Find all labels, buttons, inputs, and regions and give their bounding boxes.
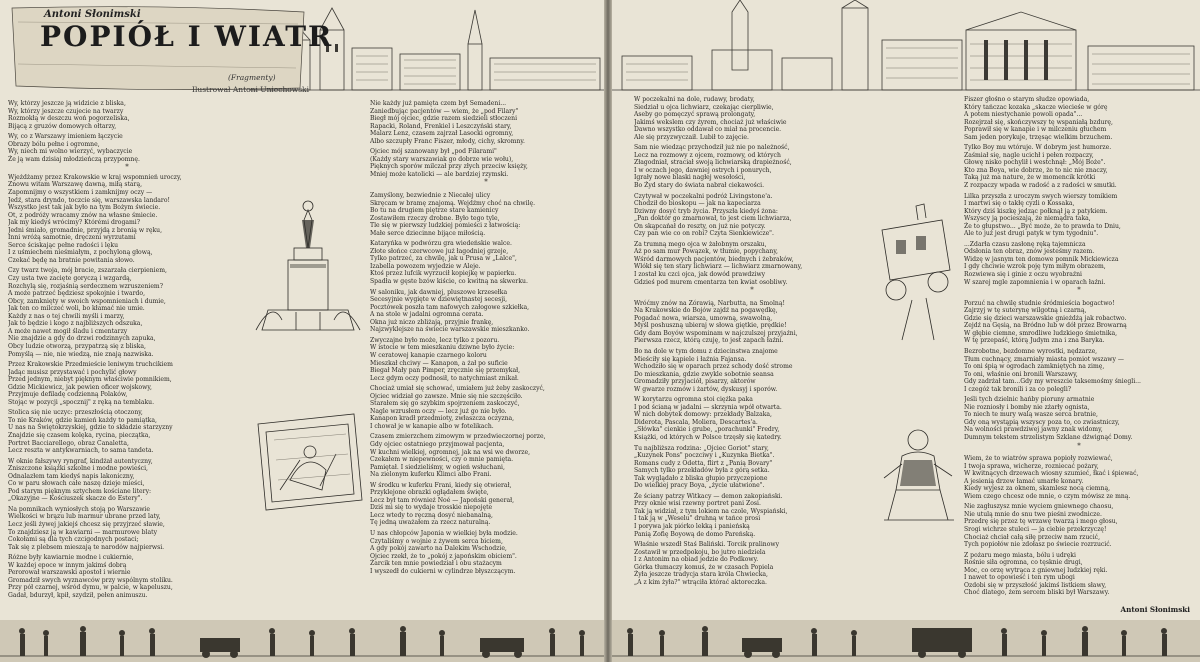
verse-line: Gdzie Mickiewicz, jak pewien oficer wojskowy, <box>8 383 152 391</box>
verse-line: Przedrę się przez tę wrzawę twarzą i mego głosu, <box>964 518 1118 526</box>
verse-line: Bo Żyd stary do świata nabrał ciekawości. <box>634 182 765 190</box>
verse-line: Że to głupstwo... „Być może, że to prawda to Dniu, <box>964 222 1121 230</box>
verse-line: Czy pan wie co on robi? Czyta Sienkiewicze". <box>634 230 774 238</box>
verse-line: Moc, co orzę wytrąca z gniewnej ludzkiej ręki. <box>964 566 1108 574</box>
right-column-1 <box>634 96 870 616</box>
verse-line: Biegał Mały pan Pimper, zręcznie się przemykał, <box>370 367 521 375</box>
verse-line: W kuchni wielkiej, ogromnej, jak na wsi we dworze, <box>370 448 531 456</box>
verse-line: Lecz reszta w antykwarniach, to sama tandeta. <box>8 447 154 455</box>
verse-line: Książki, od których w Polsce trzęsły się katedry. <box>634 433 782 441</box>
verse-line: Stolica się nie uczyc: przeszłością otoczony, <box>8 409 143 417</box>
verse-line: Przed jednym, niebyt pięknym właściwie pomnikiem, <box>8 376 172 384</box>
verse-line: W tę przepaść, którą Judym zna i zna Baryka. <box>964 337 1105 345</box>
verse-line: Wy, którzy jeszcze czujecie na twarzy <box>8 107 124 115</box>
verse-line: A jesienią drzew łamać umarłe konary. <box>964 477 1084 485</box>
verse-line: I tak ją w „Weselu" druhną w tańce prosi <box>634 515 761 523</box>
verse-line: I chował je w kanapie albo w fotelikach. <box>370 422 494 430</box>
verse-line: W korytarzu ogromna stoi ciężka paka <box>634 396 753 404</box>
verse-line: Wchodziło się w oparach przez schody dość strome <box>634 363 793 371</box>
verse-line: Sam nie wiedząc przychodził już nie po należność, <box>634 144 790 152</box>
verse-line: Izabella powozem wyjedzie w Aleje. <box>370 262 481 270</box>
left-column-1 <box>8 100 246 620</box>
verse-line: To niech te mury walą wasze serca bratnie, <box>964 411 1098 419</box>
verse-line: Inni wróżą samotnie, dręczeni wyrzutami <box>8 234 136 242</box>
verse-line: Biegł mój ojciec, gdzie razem siedzieli stłoczeni <box>370 115 518 123</box>
verse-line: Wiem, że to wiatrów sprawa popioły rozwiewać, <box>964 455 1113 463</box>
verse-line: Sam jeden porykuje, trzęsąc wielkim brzuchem. <box>964 133 1113 141</box>
verse-line: Jeśli tych dzielnic hańby pioruny armatnie <box>964 396 1095 404</box>
article-subtitle: (Fragmenty) <box>228 73 276 82</box>
verse-line: Znajdzie się czasem kolęka, rycina, pieczątka, <box>8 431 151 439</box>
verse-line: Ozdobi się w przyszłość jakimś listkiem sławy, <box>964 581 1107 589</box>
verse-line: To oni, właśnie oni bronili Warszawy, <box>964 370 1078 378</box>
verse-line: Okna już niczo zbliżają, przyjnie frankę, <box>370 318 494 326</box>
verse-line: Mieszkał chciwy — Kanapon, a żał po suficie <box>370 359 508 367</box>
verse-line: Gdzieś pod murem cmentarza ten kwiat osobliwy. <box>634 278 788 286</box>
verse-line: Przyjmuje defiladę codzienną Polaków, <box>8 391 128 399</box>
verse-line: I z Antonim na obiad jedzie do Podkowy. <box>634 556 759 564</box>
verse-line: Lecz gdym oczy podnosił, to natychmiast znikał. <box>370 374 519 382</box>
verse-line: Czy usta twe zacięte goryczą i wzgardą, <box>8 275 132 283</box>
section-divider-star: * <box>750 286 754 295</box>
verse-line: Dziś mi się to wydaje trosskie niepojęte <box>370 504 493 512</box>
verse-line: Pomyślą — nie, nie wiedzą, nie znają nazwiska. <box>8 350 154 358</box>
verse-line: Zwyczajne było może, lecz tylko z pozoru. <box>370 336 500 344</box>
verse-line: W gwarze rozmów i żartów, dyskusyj i sporów. <box>634 385 778 393</box>
verse-line: U nas chłopców Japonia w wielkiej była modzie. <box>370 529 518 537</box>
verse-line: W oknie fałszywy ryngraf, kindżał autentyczny, <box>8 457 153 465</box>
verse-line: „Pan doktór go zmarnował, to jest ciem lichwiarza, <box>634 215 792 223</box>
verse-line: Różne były kawiarnie modne i cukiernie, <box>8 554 134 562</box>
verse-line: Złagodniał, straciał swoją lichwiarską drapieżność, <box>634 159 792 167</box>
verse-line: Lecz jeśli żywej jakiejś chcesz się przyjrzeć sławie, <box>8 520 165 528</box>
verse-line: „Kuzynek Pons" poczciwy i „Kuzynka Bietka". <box>634 452 775 460</box>
verse-line: Zniszczone książki szkolne i modne powieści, <box>8 465 148 473</box>
verse-line: Cokołami są dla tych czcigodnych postaci; <box>8 536 139 544</box>
verse-line: Bo na dole w tym domu z dziecinstwa znajome <box>634 347 778 355</box>
verse-line: Pogadać nowa, wiarsza, umowną, swawolną, <box>634 314 773 322</box>
verse-line: Wy, którzy jeszcze ją widzicie z bliska, <box>8 100 126 107</box>
verse-line: Diderota, Pascala, Moliera, Descartes'a. <box>634 418 758 426</box>
verse-line: Fiszer głośno o starym słudze opowiada, <box>964 96 1090 103</box>
verse-line: W poczekalni na dole, rudawy, brodaty, <box>634 96 755 103</box>
verse-line: Każdy z nas o tej chwili myśli i marzy, <box>8 312 125 320</box>
old-engraving-illustration <box>250 410 368 520</box>
verse-line: Albo szczupły Franc Fiszer, młody, cichy, skromny. <box>370 137 525 145</box>
verse-line: Ale się przyzwyczaił. Lubił to zajęcie. <box>634 133 749 141</box>
verse-line: Wszystko jest tak jak było na tym Bożym świecie. <box>8 204 161 212</box>
verse-line: Czekać będę na bratnie powitania słowo. <box>8 256 135 264</box>
verse-line: I wyszedł do cukierni w cylindrze błyszczącym. <box>370 567 516 575</box>
verse-line: W istocie w tem mieszkaniu dziwne było życie: <box>370 344 515 352</box>
verse-line: To oni śpią w ogrodach zamkniętych na zimę, <box>964 363 1105 371</box>
verse-line: Tak ją widział, z tym lokiem na czole, Wyspiański, <box>634 507 788 515</box>
verse-line: Głowę nisko pochylił i westchnął: „Mój Boże". <box>964 159 1106 167</box>
verse-line: Igrały nowe blaski nagłej wesołości, <box>634 174 746 182</box>
verse-line: Odnalazłem tam kiedyś napis lakoniczny, <box>8 472 135 480</box>
verse-line: Obcy ludzie otworzą, przypatrzą się z bliska, <box>8 342 146 350</box>
verse-line: Jak to będzie i kogo z najbliższych odszuka, <box>8 320 143 328</box>
verse-line: I martwi się o takłę cyzli o Kossaka, <box>964 200 1075 208</box>
verse-line: Że ściany patrzy Witkacy — demon zakopiański. <box>634 492 783 500</box>
verse-line: I z uśmiechem nieśmiałym, z pochyloną głową, <box>8 249 153 257</box>
verse-line: Pierwsza rzecz, którą czuję, to jest zapach łaźni. <box>634 337 784 345</box>
illustrator-credit: Ilustrował Antoni Uniechowski <box>192 85 309 94</box>
verse-line: Siedział u ojca lichwiarz, czekając cierpliwie, <box>634 103 774 111</box>
verse-line: Ale to już jest drugi patyk w tym tygodniu". <box>964 230 1099 238</box>
right-page <box>612 0 1200 662</box>
section-divider-star: * <box>1077 441 1081 450</box>
verse-line: A gdy pokój zawarto na Dalekim Wschodzie, <box>370 545 507 553</box>
verse-line: Jak ten co milczeć woli, bo kłamać nie umie. <box>8 305 145 313</box>
verse-line: Tylko Boy mu wtóruje. W dobrym jest humorze. <box>964 144 1112 152</box>
verse-line: Rapacki, Roland, Frenkiel i Leszczyński stary, <box>370 122 512 130</box>
verse-line: Portret Bacciarellego, obraz Canaletta, <box>8 439 129 447</box>
verse-line: Ojciec mój szanowany był „pod Filarami" <box>370 148 497 156</box>
verse-line: Skręcam w bramę znajomą. Wejdźmy choć na chwilę. <box>370 199 536 207</box>
verse-line: Górka tłumaczy komuś, że w czasach Popiela <box>634 563 774 571</box>
verse-line: Dziwny dosyć tryb życia. Przyszła kiedyś żona: <box>634 207 778 215</box>
verse-line: (Każdy stary warszawiak go dobrze wie wołu), <box>370 155 514 163</box>
verse-line: Kiedy wyjesz za oknem, skamlesz nocą ciemną, <box>964 485 1111 493</box>
verse-line: Do mieszkania, gdzie zwykle sobotnie seansa <box>634 370 774 378</box>
verse-line: Przez Krakowskie Przedmieście leniwym truchcikiem <box>8 361 173 369</box>
verse-line: I pod ścianą w jadalni — skrzynia wpół otwarta. <box>634 403 782 411</box>
verse-line: Myśl poshuszną ubieraj w słowa giętkie, prędkie! <box>634 322 787 330</box>
verse-line: Jedni śmiało, gromadnie, przyjdą z bronią w ręku, <box>8 226 163 234</box>
verse-line: Mniej może katolicki — ale bardziej rzymski. <box>370 170 509 178</box>
section-divider-star: * <box>1077 286 1081 295</box>
verse-line: To znajdziesz ją w kawiarni — marmurowe blaty <box>8 528 158 536</box>
verse-line: Tłum cuchnący, zmarniały miasta pomiot wszawy — <box>964 355 1124 363</box>
verse-line: Zamyślony, bezwiednie z Niecałej ulicy <box>370 192 491 200</box>
verse-line: On skąpcańał do reszty, on już nie potyczy. <box>634 222 766 230</box>
verse-line: Właśnie wszedł Staś Baliński. Torcik pralinowy <box>634 541 780 549</box>
verse-line: Lecz na rozmowy z ojcem, rozmowy, od których <box>634 151 781 159</box>
verse-line: Rośnie siła ogromna, co tęsknie drugi, <box>964 559 1083 567</box>
verse-line: Gdy zadrżał tam...Gdy my wreszcie taksemośmy śniegli... <box>964 378 1141 386</box>
verse-line: Gadał, bdurzył, kpił, szydził, pełen animuszu. <box>8 591 148 599</box>
verse-line: Tle się w pierwszy ludzkiej pomieści z łatwością: <box>370 222 521 230</box>
verse-line: Pod starym pięknym sztychem kościane litery: <box>8 487 152 495</box>
verse-line: Chociaż umiał się schować, umiałem już żeby zaskoczyć, <box>370 385 545 393</box>
verse-line: W każdej epoce w innym jakimś dobrą <box>8 561 127 569</box>
verse-line: Rozejrzał się, skończywszy tę wspaniałą bzdurę, <box>964 118 1113 126</box>
verse-line: I został ku czci ojca, jak dowód prawdziwy <box>634 271 766 279</box>
verse-line: „Słówka" cienkie i grube, „porachunki" Fredry, <box>634 426 780 434</box>
verse-line: Obrazy bólu pełne i ogromne, <box>8 140 100 148</box>
verse-line: Pamiętał. I siedzieliśmy, w ogień wsłuchani, <box>370 463 505 471</box>
verse-line: Gromadziły przyjaciół, pisarzy, aktorów <box>634 378 756 386</box>
verse-line: Aseby go pomęczyć sprawą prolongaty, <box>634 111 756 119</box>
verse-line: Żyła jeszcze tradycja stara króla Chwiecka, <box>634 571 768 579</box>
verse-line: Serce ściskając pełne radości i lęku <box>8 241 119 249</box>
verse-line: Kataryńka w podwórzu gra wiedeńskie walce. <box>370 240 512 248</box>
verse-line: Jak my kiedyś wrócimy? Którémi drogami? <box>8 219 140 227</box>
verse-line: Że ją wam dzisiaj młodzieńczą przypomnę. <box>8 155 140 163</box>
verse-line: W saloniku, jak dawniej, pluszowe krzesełka <box>370 288 508 296</box>
verse-line: Zejdź na Gęsią, na Bródno lub w dół przez Browarną <box>964 322 1127 330</box>
street-scene-band-right <box>612 620 1200 662</box>
verse-line: I nawet to opowieść i ten rym ubogi <box>964 574 1075 582</box>
verse-line: Ktoś przez lufcik wyrzucił kopiejkę w papierku. <box>370 270 517 278</box>
seated-figure-illustration <box>874 420 962 530</box>
verse-line: Lecz był tam również Noé — Japoński generał, <box>370 496 515 504</box>
verse-line: Jakimś wekslem czy żyrem, chociaż już właściwie <box>634 118 787 126</box>
verse-line: I czegóż tak bronili i za co polegli? <box>964 385 1072 393</box>
verse-line: Wróćmy znów na Zórawią, Narbutta, na Smolną! <box>634 299 785 307</box>
mickiewicz-monument-illustration <box>252 190 364 340</box>
verse-line: Ojciec widział go zawsze. Mnie się nie szczęściło. <box>370 392 523 400</box>
verse-line: Gromadził swych wyznawców przy wspólnym stoliku. <box>8 576 173 584</box>
verse-line: Tych popiołów nie zdołasz po świecie rozrzucić. <box>964 541 1112 549</box>
author-name: Antoni Słonimski <box>44 9 141 20</box>
verse-line: Żarcik ten mnie powiedział i obu stażacym <box>370 560 502 568</box>
verse-line: Na zielonym kuferku Klimci albo Frani. <box>370 471 492 479</box>
verse-line: Wiem czego chcesz ode mnie, o czym mówisz ze mną. <box>964 492 1131 500</box>
verse-line: W środku w kuferku Frani, kiedy się otwierał, <box>370 481 512 489</box>
verse-line: Wy, niech mi wolno wierzyć, wybaczycie <box>8 148 133 156</box>
verse-line: Gdzie się dzieci warszawskie gnieżdżą jak robactwo. <box>964 314 1127 322</box>
verse-line: Z rozpaczy wpada w radość a z radości w smutki. <box>964 182 1117 190</box>
right-column-2 <box>964 96 1194 616</box>
verse-line: Wy, co z Warszawy imieniem łączycie <box>8 133 123 141</box>
verse-line: Kanapon kradł przedmioty, zwłaszcza oczyzna, <box>370 415 515 423</box>
verse-line: Tę jedną uważałem za rzecz naturalną. <box>370 519 491 527</box>
verse-line: Wszyscy ją pocieszają, że niemądra taka, <box>964 215 1091 223</box>
verse-line: I twoja sprawa, wicherze, rozniecać pożary, <box>964 462 1099 470</box>
verse-line: Co w paru słowach całe naszę dzieje mieści, <box>8 480 145 488</box>
verse-line: Rozchylą się, rozjaśnią serdecznem wzruszeniem? <box>8 282 163 290</box>
verse-line: Czytaliśmy o wojnie z żywem serca biciem, <box>370 537 503 545</box>
verse-line: Lilka przyszła z uroczym swych wierszy tomikiem <box>964 192 1118 200</box>
verse-line: Bijącą z gruzów domowych ołtarzy, <box>8 122 117 130</box>
verse-line: Najzwyklejsze na świecie warszawskie mieszkanko. <box>370 326 530 334</box>
verse-line: Nagle wzrusłem oczy — lecz już go nie było. <box>370 407 507 415</box>
verse-line: Mieściły się kąpiele i łaźnia Fajansa. <box>634 355 747 363</box>
verse-line: Rozwiewa się i ginie z oczu wyobraźni <box>964 271 1082 279</box>
verse-line: Chociaż chciał całą siłę przeciw nam rzucić, <box>964 533 1101 541</box>
verse-line: Pięknych sporów milczał przy złych przeciw księży, <box>370 163 528 171</box>
verse-line: Kto zna Boya, wie dobrze, że to nic nie znaczy, <box>964 166 1108 174</box>
verse-line: Malarz Lenz, czasem zajrzał Lasocki ogromny, <box>370 130 514 138</box>
verse-line: Który dziś kiszkę jedząc połknął ją z patykiem. <box>964 207 1108 215</box>
verse-line: Romans cudy z Odetta, flirt z „Panią Bovary" <box>634 459 773 467</box>
verse-line: Nie każdy już pamięta czem był Semadeni... <box>370 100 507 107</box>
horse-carriage-illustration <box>872 200 962 350</box>
verse-line: Znowu witam Warszawę dawną, miłą starą, <box>8 181 143 189</box>
verse-line: Wjeżdżamy przez Krakowskie w kraj wspomnień uroczy, <box>8 173 182 181</box>
verse-line: I gdy chciwie wzrok poję tym miłym obrazem, <box>964 263 1106 271</box>
verse-line: Obcy, zamknięty w swoich wspomnieniach i dumie, <box>8 297 166 305</box>
verse-line: Bo tu na drugiem piętrze stare kamienicy <box>370 207 499 215</box>
verse-line: Starałem się go szybkim spojrzeniem zaskoczyć, <box>370 400 520 408</box>
verse-line: Tak się z plebsem mieszają te narodów najpierwsi. <box>8 543 165 551</box>
verse-line: To nie Kraków, gdzie kamień każdy to pamiątka, <box>8 416 157 424</box>
verse-line: Przyklejone obrazki ogłądałem święte, <box>370 489 489 497</box>
verse-line: Tak wyglądało z bliska głupio przyczepione <box>634 474 768 482</box>
verse-line: Na Krakowskie do Bojów zajdź na pogawędkę, <box>634 307 778 315</box>
verse-line: Zostawiłem rzeczy drobne. Było tego tyle, <box>370 214 500 222</box>
verse-line: Taką już ma nature, że w momencik krótki <box>964 174 1096 182</box>
verse-line: Czy twarz twoja, mój bracie, zszarzała cierpieniem, <box>8 267 167 275</box>
verse-line: Nie utulą mnie do snu twe pieśni zwodnicze. <box>964 510 1102 518</box>
verse-line: Wśród darmowych pacjentów, biednych i żebraków, <box>634 255 794 263</box>
verse-line: Chodził do bioskopu — jak na kapeciarza <box>634 200 761 208</box>
verse-line: Bezrobotne, bezdomne wyrostki, nędzarze, <box>964 347 1098 355</box>
verse-line: Jadąc musisz przystawać i pochylić głowy <box>8 368 137 376</box>
section-divider-star: * <box>125 163 129 172</box>
verse-line: W szarej mgle zapomnienia i w oparach łaźni. <box>964 278 1106 286</box>
verse-line: W ceratowej kanapie czarnego koloru <box>370 351 487 359</box>
verse-line: Odsłonia ten obraz, znów jesteśmy razem. <box>964 248 1095 256</box>
verse-line: Złote słońce czerwcowe już łagodniej grzeje, <box>370 247 509 255</box>
verse-line: Na pomnikach wyniosłych stoją po Warszawie <box>8 505 150 513</box>
verse-line: Który tańczac kozaka „skacze wiecieśe w górę <box>964 103 1108 111</box>
verse-line: Lecz wtedy to ręczną dosyć niebanalną, <box>370 511 493 519</box>
verse-line: Samych tylko przekładów była z górą setka. <box>634 467 770 475</box>
verse-line: Gdy oną wystąpią wszyscy poza to, co zwiastniczy, <box>964 418 1120 426</box>
author-signature: Antoni Słonimski <box>1120 605 1190 614</box>
verse-line: Gdy ojciec ostatniego przyjmował pacjenta, <box>370 440 505 448</box>
verse-line: A na stole w jadalni ogromna cerata. <box>370 311 484 319</box>
verse-line: A może nawet mogił śladu i cmentarzy <box>8 327 128 335</box>
verse-line: Nie rozniosły i bomby nie zżarły ognista, <box>964 403 1090 411</box>
verse-line: Za trumną mego ojca w żałobnym orszaku, <box>634 240 767 248</box>
verse-line: Perorował warszawski apostoł i wiernie <box>8 569 131 577</box>
verse-line: Przy oknie wisi rzewny portret pani Zosi. <box>634 500 761 508</box>
verse-line: Zajrzyj w tę suterynę wilgotną i czarną, <box>964 307 1087 315</box>
verse-line: Widzę w jasnym ten domowe pomnik Mickiewicza <box>964 255 1119 263</box>
verse-line: Wielkości w brązu lub marmur ubrane przed laty, <box>8 513 161 521</box>
verse-line: Rozmokłą w deszczu woń pogorzeliska, <box>8 115 130 123</box>
article-title: POPIÓŁ I WIATR <box>40 20 334 53</box>
verse-line: Czasem zmierzchem zimowym w przedwieczornej porze, <box>370 433 546 441</box>
page-gutter <box>604 0 612 662</box>
verse-line: Czekałem w niepewności, czy o mnie pamięta. <box>370 456 514 464</box>
verse-line: U nas na Świętokrzyskiej, gdzie to składzie starzyzny <box>8 424 173 432</box>
verse-line: Tylko patrzeć, za chwilę, jak u Prusa w „Lalce", <box>370 255 517 263</box>
verse-line: Pocztówek poszła tam nafowych załogowe szkiełka, <box>370 303 530 311</box>
verse-line: Aż po sam mur Powązek, w tłumie, popychany, <box>634 248 778 256</box>
verse-line: Zostawił w przedpokoju, bo jutro niedziela <box>634 548 766 556</box>
verse-line: Ot, z podróży wracamy znów na własne śmiecie. <box>8 211 158 219</box>
verse-line: Do wielkiej pracy Boya, „życie ułatwione". <box>634 482 765 490</box>
verse-line: Choć dlatego, żem sercem bliski był Warszawy. <box>964 589 1110 597</box>
left-column-2 <box>370 100 602 620</box>
verse-line: W nich dobytek domowy: przekłady Balzaka, <box>634 411 772 419</box>
verse-line: Gdy dam Boyów wspominam w najczulszej przyjaźni, <box>634 329 798 337</box>
verse-line: Na wolności prawdziwej jawny znak widomy, <box>964 426 1103 434</box>
verse-line: Spadła w gęste bzów kiście, co kwitną na skwerku. <box>370 278 528 286</box>
verse-line: Małe serce dziecinne bijące miłością. <box>370 229 486 237</box>
verse-line: Przy pół czarnej, wśród dymu, w palcie, w kapeluszu, <box>8 584 173 592</box>
verse-line: „A z kim żyła?" wtrąciła którać aktoreczka. <box>634 578 767 586</box>
verse-line: Jedź, stara dryndo, toczcie się, warszawska landaro! <box>8 196 170 204</box>
verse-line: Nie zagłuszysz mnie wyciem gniewnego chaosu, <box>964 503 1114 511</box>
verse-line: ...Zdarła czasu zasłonę ręką tajemnicza <box>964 240 1086 248</box>
verse-line: I w oczach jego, dawniej ostrych i ponurych, <box>634 166 772 174</box>
verse-line: W kwitnących drzewach wiosny szumieć, łkać i śpiewać, <box>964 470 1139 478</box>
verse-line: Secesyjnie wygięte w dziewiętnastej secesji, <box>370 296 508 304</box>
verse-line: A może patrzeć będziesz spokojnie i twardo, <box>8 290 146 298</box>
verse-line: Panią Zofię Boyową de domo Pareńską. <box>634 530 756 538</box>
verse-line: Srogi wichrze stuleci — ja ciebie przekrzyczę! <box>964 525 1107 533</box>
verse-line: Zaniedbując pacjentów — wiem, że „pod Filary" <box>370 107 519 115</box>
verse-line: Poprawił się w kanapie i w milczeniu głuchem <box>964 126 1107 134</box>
verse-line: I porywa jak piórko lekką i panieńską <box>634 522 750 530</box>
verse-line: Zaśmiał się, nagle ucichł i pełen rozpaczy, <box>964 151 1094 159</box>
verse-line: A potem niestychanie powoli opada"... <box>964 111 1083 119</box>
verse-line: Dumnym tekstem strzelistym Szklane dźwignąć Domy. <box>964 433 1133 441</box>
verse-line: Ojciec rzekł, że to „pokój z japońskim obiciem". <box>370 552 517 560</box>
verse-line: „Okazyjne — Kościuszek skacze do Estery". <box>8 495 143 503</box>
verse-line: Z pożaru mego miasta, bólu i udręki <box>964 551 1076 559</box>
section-divider-star: * <box>484 178 488 187</box>
verse-line: Wlókł się ten stary lichwiarz — lichwiarz zmarnowany, <box>634 263 803 271</box>
verse-line: Porzuć na chwilę studnie śródmieścia bogactwo! <box>964 299 1115 307</box>
verse-line: Czytywał w poczekalni podróż Livingstone'a. <box>634 192 773 200</box>
street-scene-band-left <box>0 620 604 662</box>
verse-line: Tu najbliższa rodzina: „Ojciec Goriot" stary, <box>634 444 769 452</box>
verse-line: Nie znajdzie a gdy do drzwi rodzinnych zapuka, <box>8 335 156 343</box>
verse-line: W głębie ciemne, smrodliwe ludzkiego śmietnika, <box>964 329 1118 337</box>
verse-line: Dawno wszystko oddawał co miał na procencie. <box>634 126 782 134</box>
warsaw-skyline-right-illustration <box>612 0 1200 98</box>
verse-line: Stojąc w pozycji „spocznij" z ręką na temblaku. <box>8 398 155 406</box>
verse-line: Zapomnijmy o wszystkiem i zamknijmy oczy — <box>8 189 153 197</box>
